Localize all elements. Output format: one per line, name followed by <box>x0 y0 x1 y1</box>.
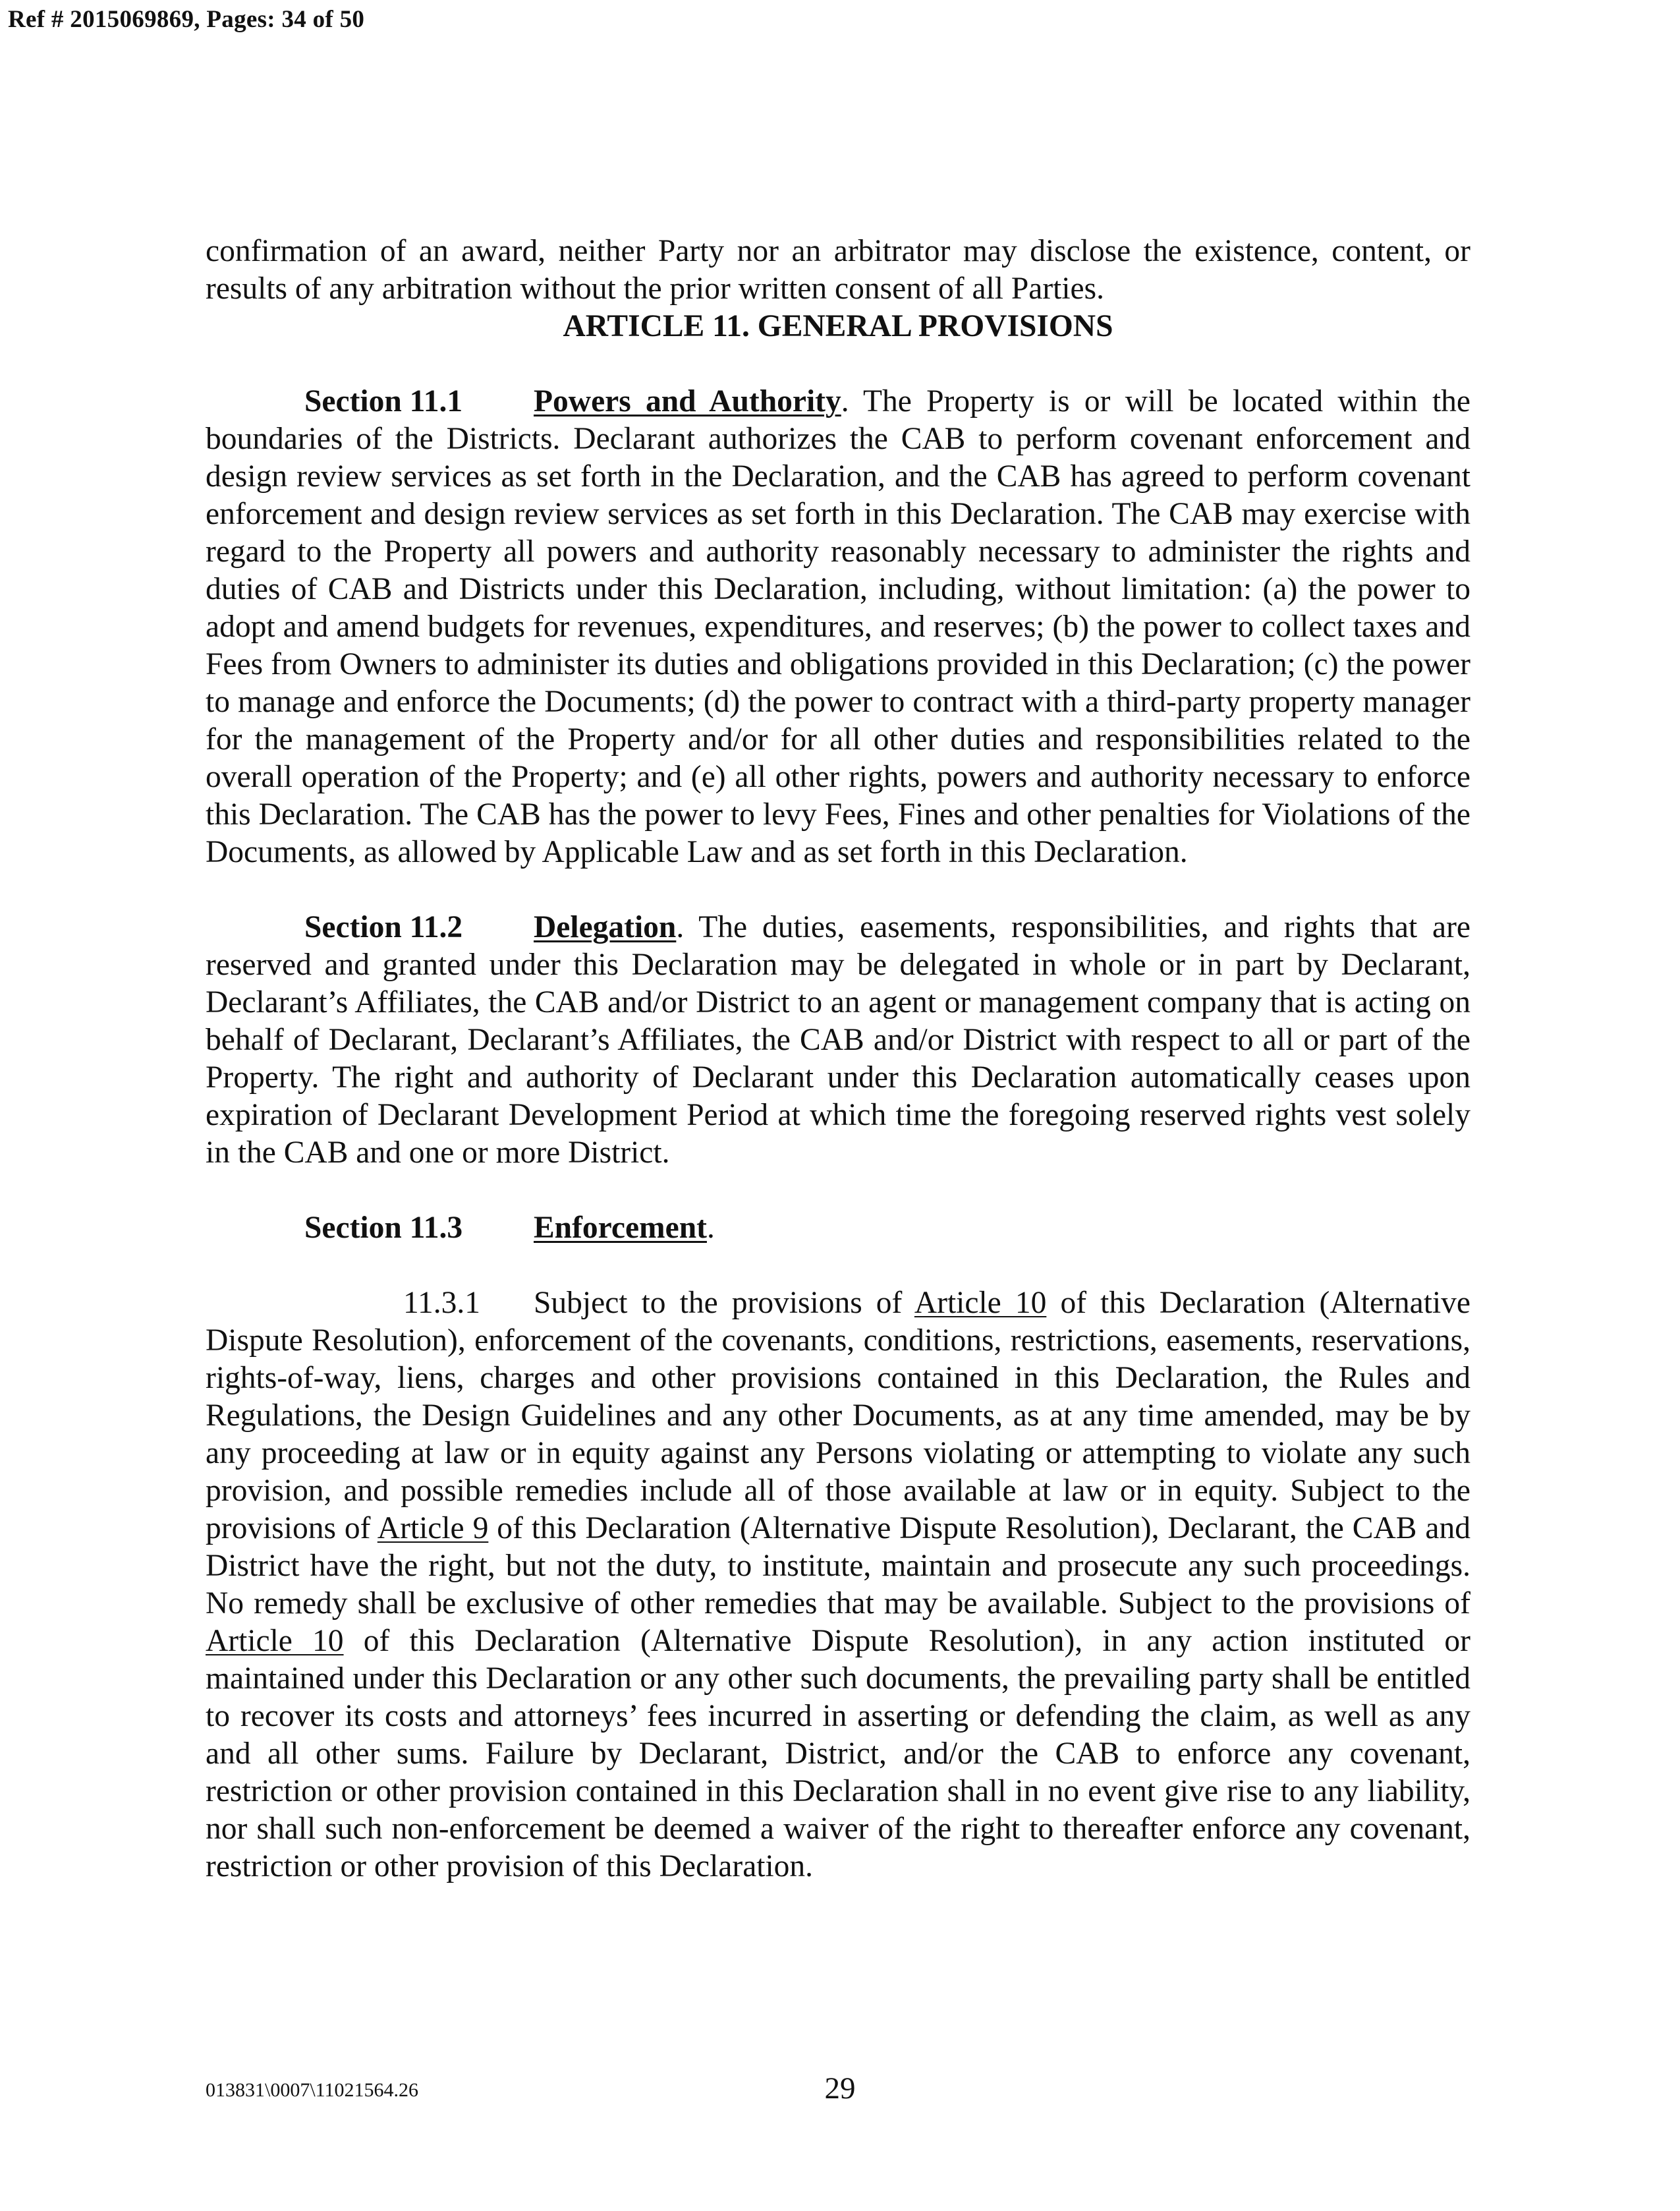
subsection-text: of this Declaration (Alternative Dispute Resolution), in any action instituted or maintained under this Declaration or any other such documents, the prevailing party shall be entitled to recover its costs and attorneys’ fees incurred in asserting or defending the claim, as well as any and all other sums. Failure by Declarant, District, and/or the CAB to enforce any covenant, restriction or other provision contained in this Declaration shall in no event give rise to any liability, nor shall such non-enforcement be deemed a waiver of the right to thereafter enforce any covenant, restriction or other provision of this Declaration. <box>206 1624 1470 1883</box>
section-text: . The duties, easements, responsibilities, and rights that are reserved and granted under this Declaration may be delegated in whole or in part by Declarant, Declarant’s Affiliates, the CAB and/or District to an agent or management company that is acting on behalf of Declarant, Declarant’s Affiliates, the CAB and/or District with respect to all or part of the Property. The right and authority of Declarant under this Declaration automatically ceases upon expiration of Declarant Development Period at which time the foregoing reserved rights vest solely in the CAB and one or more District. <box>206 910 1470 1170</box>
article-reference: Article 9 <box>377 1511 489 1545</box>
section-11-1 <box>206 383 1470 871</box>
section-title: Powers and Authority <box>534 384 841 418</box>
section-label: Section 11.3 <box>304 1211 463 1245</box>
intro-paragraph: confirmation of an award, neither Party nor an arbitrator may disclose the existence, content, or results of any arbitration without the prior written consent of all Parties. <box>206 234 1470 306</box>
document-number: 013831\0007\11021564.26 <box>206 2079 419 2101</box>
subsection-11-3-1 <box>206 1284 1470 1885</box>
recording-reference: Ref # 2015069869, Pages: 34 of 50 <box>8 6 365 33</box>
section-text: . The Property is or will be located within the boundaries of the Districts. Declarant authorizes the CAB to perform covenant enforcement and design review services as set forth in the Declaration, and the CAB has agreed to perform covenant enforcement and design review services as set forth in this Declaration. The CAB may exercise with regard to the Property all powers and authority reasonably necessary to administer the rights and duties of CAB and Districts under this Declaration, including, without limitation: (a) the power to adopt and amend budgets for revenues, expenditures, and reserves; (b) the power to collect taxes and Fees from Owners to administer its duties and obligations provided in this Declaration; (c) the power to manage and enforce the Documents; (d) the power to contract with a third-party property manager for the management of the Property and/or for all other duties and responsibilities related to the overall operation of the Property; and (e) all other rights, powers and authority necessary to enforce this Declaration. The CAB has the power to levy Fees, Fines and other penalties for Violations of the Documents, as allowed by Applicable Law and as set forth in this Declaration. <box>206 384 1470 869</box>
section-label: Section 11.2 <box>304 910 463 944</box>
subsection-number: 11.3.1 <box>403 1286 480 1320</box>
section-label: Section 11.1 <box>304 384 463 418</box>
section-title: Enforcement <box>534 1211 707 1245</box>
article-title: ARTICLE 11. GENERAL PROVISIONS <box>563 309 1113 343</box>
page-number: 29 <box>824 2071 856 2106</box>
subsection-text: Subject to the provisions of <box>534 1286 914 1320</box>
section-11-3 <box>206 1209 1470 1247</box>
section-title: Delegation <box>534 910 677 944</box>
subsection-text: of this Declaration (Alternative Dispute Resolution), enforcement of the covenants, conditions, restrictions, easements, reservations, rights-of-way, liens, charges and other provisions contained in this Declaration, the Rules and Regulations, the Design Guidelines and any other Documents, as at any time amended, may be by any proceeding at law or in equity against any Persons violating or attempting to violate any such provision, and possible remedies include all of those available at law or in equity. Subject to the provisions of <box>206 1286 1470 1545</box>
document-body <box>206 233 1470 1885</box>
article-reference: Article 10 <box>914 1286 1047 1320</box>
article-reference: Article 10 <box>206 1624 344 1658</box>
section-11-2 <box>206 909 1470 1172</box>
subsection-text: of this Declaration (Alternative Dispute Resolution), Declarant, the CAB and District have the right, but not the duty, to institute, maintain and prosecute any such proceedings. No remedy shall be exclusive of other remedies that may be available. Subject to the provisions of <box>206 1511 1470 1621</box>
section-text: . <box>706 1211 715 1245</box>
